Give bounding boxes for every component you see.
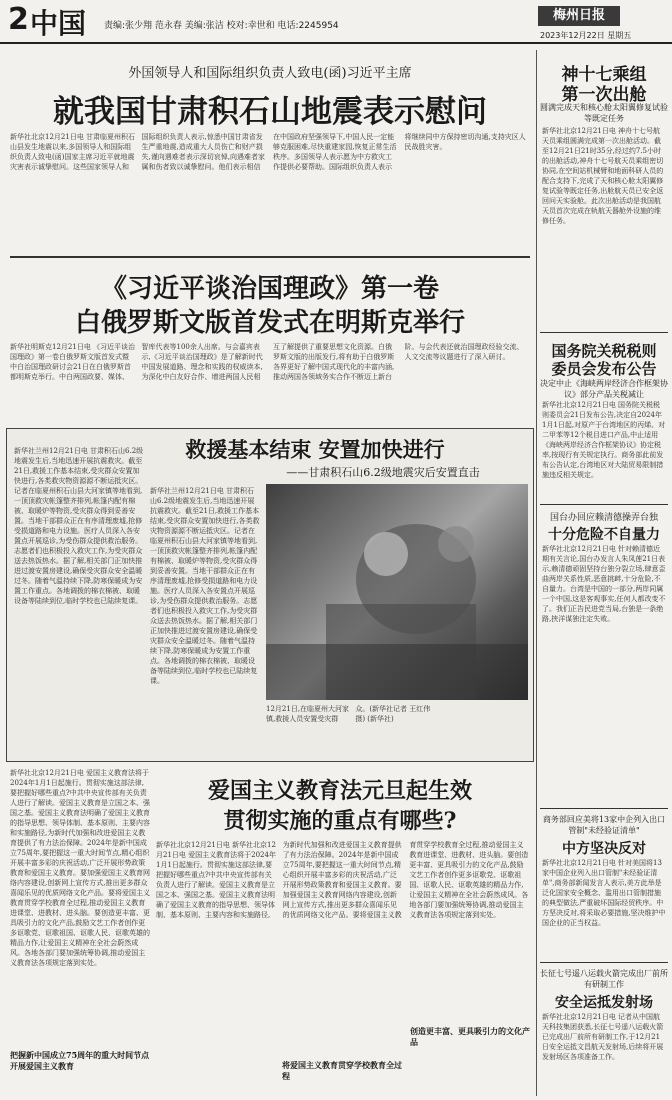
story4-headline-line1: 爱国主义教育法元旦起生效	[207, 778, 472, 804]
story1-body: 新华社北京12月21日电 甘肃临夏州积石山县发生地震以来,多国领导人和国际组织负责人致电(函)国家主席习近平就地震灾害表示诚挚慰问。这些国家领导人和国际组织负责人表示,惊悉中国甘肃省发生严重地震,造成重大人员伤亡和财产损失,谨向遇难者表示深切哀悼,向遇难者家属和伤者致以诚挚慰问。他们表示相信在中国政府坚强领导下,中国人民一定能够克服困难,尽快重建家园,恢复正常生活秩序。多国领导人表示愿为中方救灾工作提供必要帮助。国际组织负责人表示将继续同中方保持密切沟通,支持灾区人民战胜灾害。	[10, 133, 526, 171]
story1-kicker: 外国领导人和国际组织负责人致电(函)习近平主席	[128, 66, 412, 81]
story3-subhead: ——甘肃积石山6.2级地震灾后安置直击	[286, 466, 480, 479]
story4-subhead-1: 把握新中国成立75周年的重大时间节点开展爱国主义教育	[10, 1050, 150, 1071]
side1-headline-2: 第一次出舱	[561, 85, 647, 105]
photo-illustration	[266, 484, 528, 700]
divider	[10, 256, 530, 258]
paper-name: 梅州日报	[538, 6, 620, 26]
story4-headline-line2: 贯彻实施的重点有哪些?	[223, 808, 457, 834]
story4-text: 新华社北京12月21日电 爱国主义教育法将于2024年1月1日起施行。贯彻实施这部法律,要把握好哪些重点?中共中央宣传部有关负责人进行了解读。爱国主义教育是立国之本、强国之基。爱国主义教育法明确了爱国主义教育的指导思想、领导体制、基本原则、主要内容和实施路径,为新时代加强和改进爱国主义教育提供了有力法治保障。2024年是新中国成立75周年,要把握这一重大时间节点,精心组织开展丰富多彩的庆祝活动,广泛开展形势政策教育和爱国主义教育。要加强爱国主义教育网络内容建设,创新网上宣传方式,推出更多群众喜闻乐见的优质网络文化产品。要将爱国主义教育贯穿学校教育全过程,推动爱国主义教育进课堂、进教材、进头脑。要创造更丰富、更具吸引力的文化产品,鼓励文艺工作者创作更多讴歌党、讴歌祖国、讴歌人民、讴歌英雄的精品力作,让爱国主义精神在全社会蔚然成风。各地各部门要加强统筹协调,推动爱国主义教育法各项规定落到实处。	[156, 841, 529, 919]
side1-headline-1: 神十七乘组	[561, 65, 647, 85]
story4-body	[156, 840, 530, 1094]
story4-subhead-4: 创造更丰富、更具吸引力的文化产品	[410, 1026, 530, 1047]
photo-caption-text: 12月21日,在临夏州大河家镇,救援人员安置受灾群众。(新华社记者 王红伟 摄)	[266, 705, 431, 723]
side1-body: 新华社北京12月21日电 神舟十七号航天员乘组圆满完成第一次出舱活动。截至12月21日21时35分,经过约7.5小时的出舱活动,神舟十七号航天员乘组密切协同,在空间站机械臂和地面科研人员的配合支持下,完成了天和核心舱太阳翼修复试验等既定任务,出舱航天员已安全返回问天实验舱。此次出舱活动是我国航天员首次完成在轨航天器舱外设施的维修任务。	[542, 127, 664, 225]
side-divider	[540, 962, 668, 963]
story3-body-mid: 新华社兰州12月21日电 甘肃积石山6.2级地震发生后,当地迅速开展抗震救灾。截至21日,救援工作基本结束,受灾群众安置加快进行,各类救灾物资源源不断运抵灾区。记者在临夏州积石山县大河家镇等地看到,一顶顶救灾帐篷整齐排列,帐篷内配有棉被、取暖炉等物资,受灾群众得到妥善安置。当地干部群众正在有序清理废墟,抢修受损道路和电力设施。医疗人员深入各安置点开展巡诊,为受伤群众提供救治服务。志愿者们也积极投入救灾工作,为受灾群众送去热饭热水。据了解,相关部门正加快推进过渡安置房建设,确保受灾群众安全温暖过冬。随着气温持续下降,防寒保暖成为安置工作重点。各地调拨的棉衣棉被、取暖设备等陆续到位,临时学校也已陆续复课。	[150, 487, 260, 685]
rescue-photo	[266, 484, 528, 700]
story3-body-left: 新华社兰州12月21日电 甘肃积石山6.2级地震发生后,当地迅速开展抗震救灾。截至21日,救援工作基本结束,受灾群众安置加快进行,各类救灾物资源源不断运抵灾区。记者在临夏州积石山县大河家镇等地看到,一顶顶救灾帐篷整齐排列,帐篷内配有棉被、取暖炉等物资,受灾群众得到妥善安置。当地干部群众正在有序清理废墟,抢修受损道路和电力设施。医疗人员深入各安置点开展巡诊,为受伤群众提供救治服务。志愿者们也积极投入救灾工作,为受灾群众送去热饭热水。据了解,相关部门正加快推进过渡安置房建设,确保受灾群众安全温暖过冬。随着气温持续下降,防寒保暖成为安置工作重点。各地调拨的棉衣棉被、取暖设备等陆续到位,临时学校也已陆续复课。	[14, 447, 144, 605]
side2-body: 新华社北京12月21日电 国务院关税税则委员会21日发布公告,决定自2024年1月1日起,对原产于台湾地区的丙烯、对二甲苯等12个税目进口产品,中止适用《海峡两岸经济合作框架协议》协定税率,按现行有关规定执行。商务部此前发布公告认定,台湾地区对大陆贸易限制措施违反相关规定。	[542, 401, 666, 479]
side2-headline-2: 委员会发布公告	[551, 360, 657, 378]
side3-body: 新华社北京12月21日电 针对赖清德近期有关言论,国台办发言人朱凤莲21日表示,赖清德顽固坚持台独分裂立场,肆意歪曲两岸关系性质,恶意挑衅,十分危险,不自量力。台湾是中国的一部分,两岸同属一个中国,这是客观事实,任何人都改变不了。我们正告民进党当局,台独是一条绝路,挟洋谋独注定失败。	[542, 545, 666, 623]
side5-kicker: 长征七号遥八运载火箭完成出厂前所有研制工作	[540, 969, 668, 989]
story4-subhead-3: 将爱国主义教育贯穿学校教育全过程	[282, 1060, 402, 1081]
column-divider	[536, 50, 537, 1096]
side3-kicker: 国台办回应赖清德操弄台独	[549, 513, 658, 523]
side4-body: 新华社北京12月21日电 针对美国将13家中国企业列入出口管制"未经验证清单",商务部新闻发言人表示,美方此举是泛化国家安全概念、滥用出口管制措施的典型做法,严重破坏国际经贸秩序。中方坚决反对,将采取必要措施,坚决维护中国企业的正当权益。	[542, 859, 666, 927]
page-number: 2	[8, 2, 29, 37]
story2-headline-line2: 白俄罗斯文版首发式在明斯克举行	[74, 308, 465, 338]
photo-credit: (新华社)	[367, 715, 394, 723]
photo-caption	[266, 704, 528, 750]
side4-headline: 中方坚决反对	[562, 841, 646, 857]
issue-date: 2023年12月22日 星期五	[540, 31, 632, 40]
side5-headline: 安全运抵发射场	[555, 995, 653, 1011]
section-title: 中国	[30, 7, 87, 40]
side-divider	[540, 332, 668, 333]
story1-headline: 就我国甘肃积石山地震表示慰问	[53, 94, 487, 130]
story3-headline: 救援基本结束 安置加快进行	[185, 437, 445, 462]
side-divider	[540, 504, 668, 505]
side4-kicker: 商务部回应美将13家中企列入出口管制"未经验证清单"	[542, 815, 666, 835]
masthead	[0, 0, 672, 44]
staff-line: 责编:张少翔 范永春 美编:张洁 校对:幸世和 电话:2245954	[104, 21, 339, 31]
story2-headline-line1: 《习近平谈治国理政》第一卷	[100, 274, 439, 304]
side3-headline: 十分危险不自量力	[548, 527, 660, 543]
story4-body-left: 新华社北京12月21日电 爱国主义教育法将于2024年1月1日起施行。贯彻实施这部法律,要把握好哪些重点?中共中央宣传部有关负责人进行了解读。爱国主义教育是立国之本、强国之基。爱国主义教育法明确了爱国主义教育的指导思想、领导体制、基本原则、主要内容和实施路径,为新时代加强和改进爱国主义教育提供了有力法治保障。2024年是新中国成立75周年,要把握这一重大时间节点,精心组织开展丰富多彩的庆祝活动,广泛开展形势政策教育和爱国主义教育。要加强爱国主义教育网络内容建设,创新网上宣传方式,推出更多群众喜闻乐见的优质网络文化产品。要将爱国主义教育贯穿学校教育全过程,推动爱国主义教育进课堂、进教材、进头脑。要创造更丰富、更具吸引力的文化产品,鼓励文艺工作者创作更多讴歌党、讴歌祖国、讴歌人民、讴歌英雄的精品力作,让爱国主义精神在全社会蔚然成风。各地各部门要加强统筹协调,推动爱国主义教育法各项规定落到实处。	[10, 769, 150, 967]
side5-body: 新华社北京12月21日电 记者从中国航天科技集团获悉,长征七号遥八运载火箭已完成出厂前所有研制工作,于12月21日安全运抵文昌航天发射场,后续将开展发射场区各项准备工作。	[542, 1013, 664, 1061]
side2-headline-1: 国务院关税税则	[551, 342, 657, 360]
side1-subhead: 圆满完成天和核心舱太阳翼修复试验等既定任务	[540, 103, 668, 123]
side-divider	[540, 808, 668, 809]
side2-subhead: 决定中止《海峡两岸经济合作框架协议》部分产品关税减让	[540, 379, 668, 399]
story4-dateline: 新华社北京12月21日电	[156, 841, 230, 849]
story2-body: 新华社明斯克12月21日电 《习近平谈治国理政》第一卷白俄罗斯文版首发式暨中白治国理政研讨会21日在白俄罗斯首都明斯克举行。中白两国政要、媒体、智库代表等100余人出席。与会嘉宾表示,《习近平谈治国理政》是了解新时代中国发展道路、理念和实践的权威读本,为深化中白友好合作、增进两国人民相互了解提供了重要思想文化资源。白俄罗斯文版的出版发行,将有助于白俄罗斯各界更好了解中国式现代化的丰富内涵,推动两国各领域务实合作不断迈上新台阶。与会代表还就治国理政经验交流、人文交流等议题进行了深入研讨。	[10, 343, 524, 381]
